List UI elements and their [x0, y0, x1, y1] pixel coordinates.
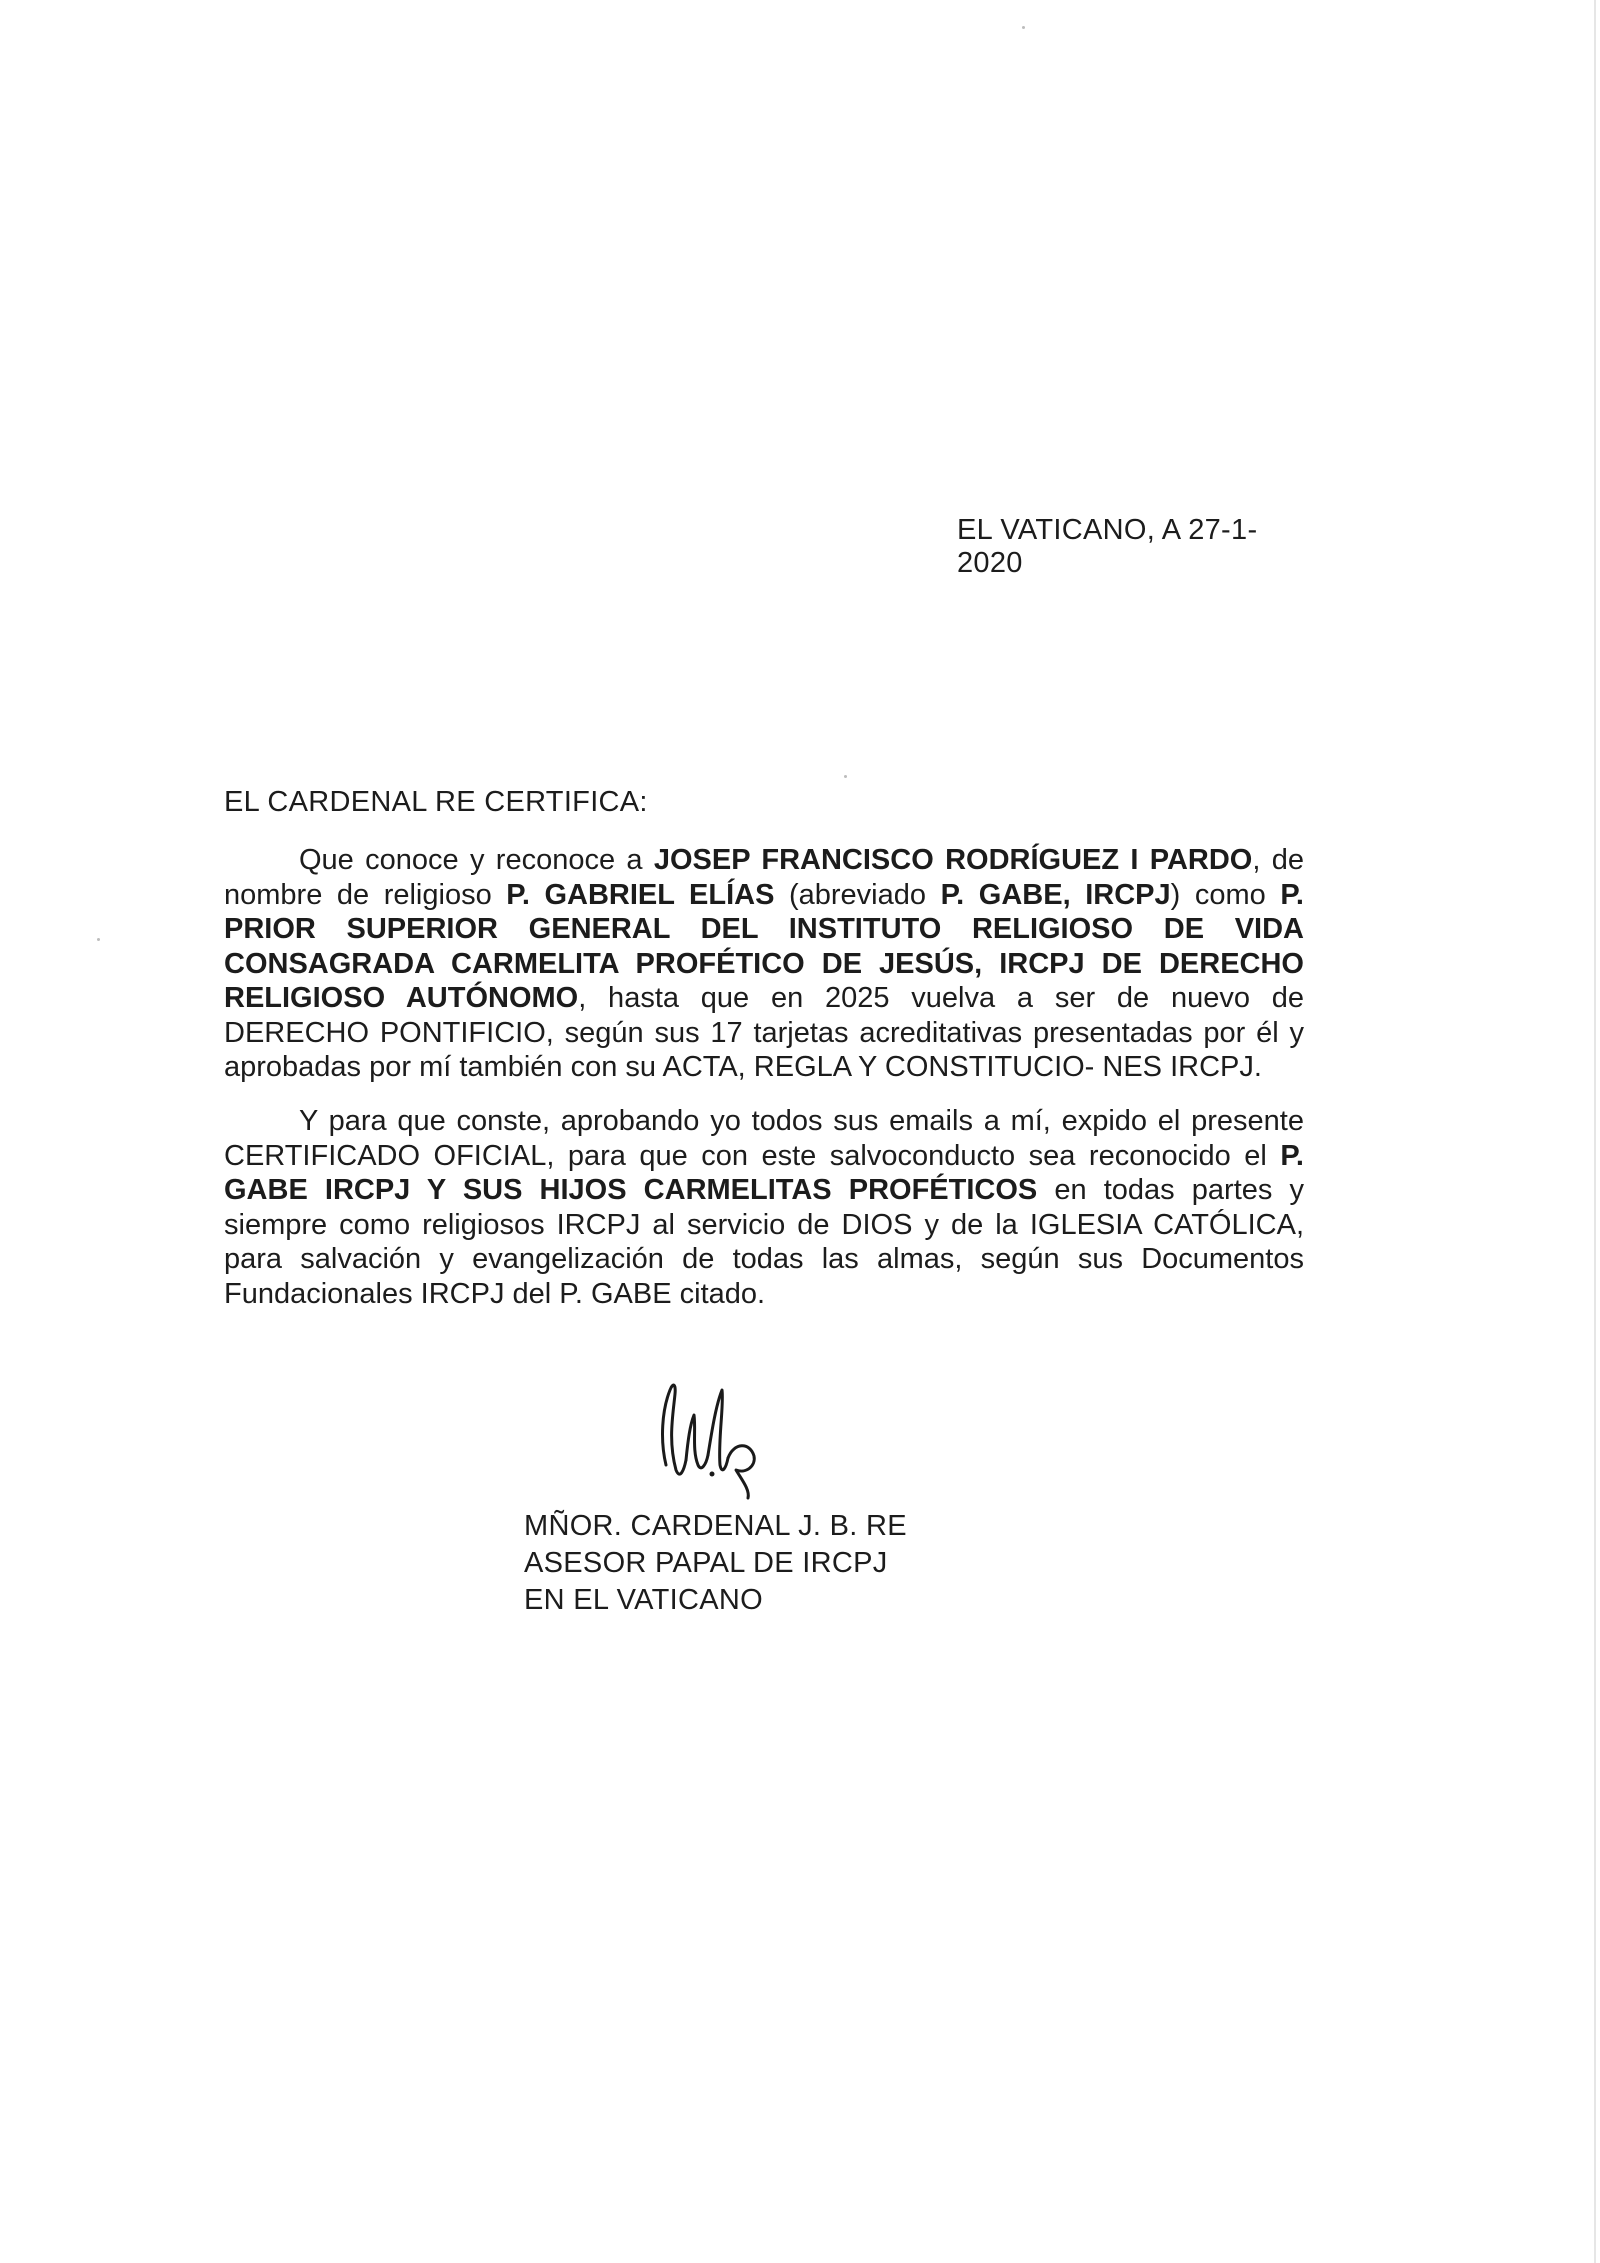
scan-speck [844, 775, 847, 778]
dateline: EL VATICANO, A 27-1-2020 [957, 514, 1258, 579]
paragraph-2-segment: en todas partes y siempre como religiosos IRCPJ al servicio de DIOS y de la IGLESIA CATÓLICA, para salvación y evangelización de todas las almas, según sus Documentos Fundacionales IRCPJ del P. GABE citado. [224, 1174, 1304, 1310]
paragraph-2-segment: Y para que conste, aprobando yo todos sus emails a mí, expido el presente CERTIFICADO OFICIAL, para que con este salvoconducto sea reconocido el [224, 1105, 1304, 1172]
scan-speck [97, 938, 100, 941]
handwritten-signature [646, 1370, 776, 1500]
signer-title: ASESOR PAPAL DE IRCPJ [524, 1547, 888, 1579]
certificate-heading: EL CARDENAL RE CERTIFICA: [224, 786, 648, 818]
paragraph-1-segment-bold: P. GABRIEL ELÍAS [506, 878, 775, 911]
paragraph-1-segment: , hasta que en 2025 vuelva a ser de nuevo de DERECHO PONTIFICIO, según sus 17 tarjetas acreditativas presentadas por él y aprobadas por mí también con su ACTA, REGLA Y CONSTITUCIO- NES IRCPJ. [224, 982, 1305, 1083]
paragraph-1-segment: Que conoce y reconoce a [299, 844, 654, 876]
scan-edge-line [1594, 0, 1596, 2263]
signer-block [524, 1508, 1024, 1619]
scan-speck [1022, 26, 1025, 29]
signer-name: MÑOR. CARDENAL J. B. RE [524, 1510, 907, 1542]
paragraph-1-segment-bold: P. GABE, IRCPJ [940, 878, 1171, 911]
paragraph-2 [224, 1104, 1304, 1311]
paragraph-1 [224, 843, 1304, 1085]
paragraph-1-segment: , de nombre de religioso [224, 844, 1305, 911]
paragraph-1-segment-bold: P. PRIOR SUPERIOR GENERAL DEL INSTITUTO RELIGIOSO DE VIDA CONSAGRADA CARMELITA PROFÉTICO DE JESÚS, IRCPJ DE DERECHO RELIGIOSO AUTÓNOMO [224, 878, 1304, 1014]
paragraph-1-segment: ) como [1170, 878, 1281, 911]
paragraph-1-segment-bold: JOSEP FRANCISCO RODRÍGUEZ I PARDO [653, 844, 1253, 876]
signer-location: EN EL VATICANO [524, 1584, 763, 1616]
paragraph-1-segment: (abreviado [774, 878, 941, 911]
paragraph-2-segment-bold: P. GABE IRCPJ Y SUS HIJOS CARMELITAS PROFÉTICOS [224, 1139, 1304, 1206]
